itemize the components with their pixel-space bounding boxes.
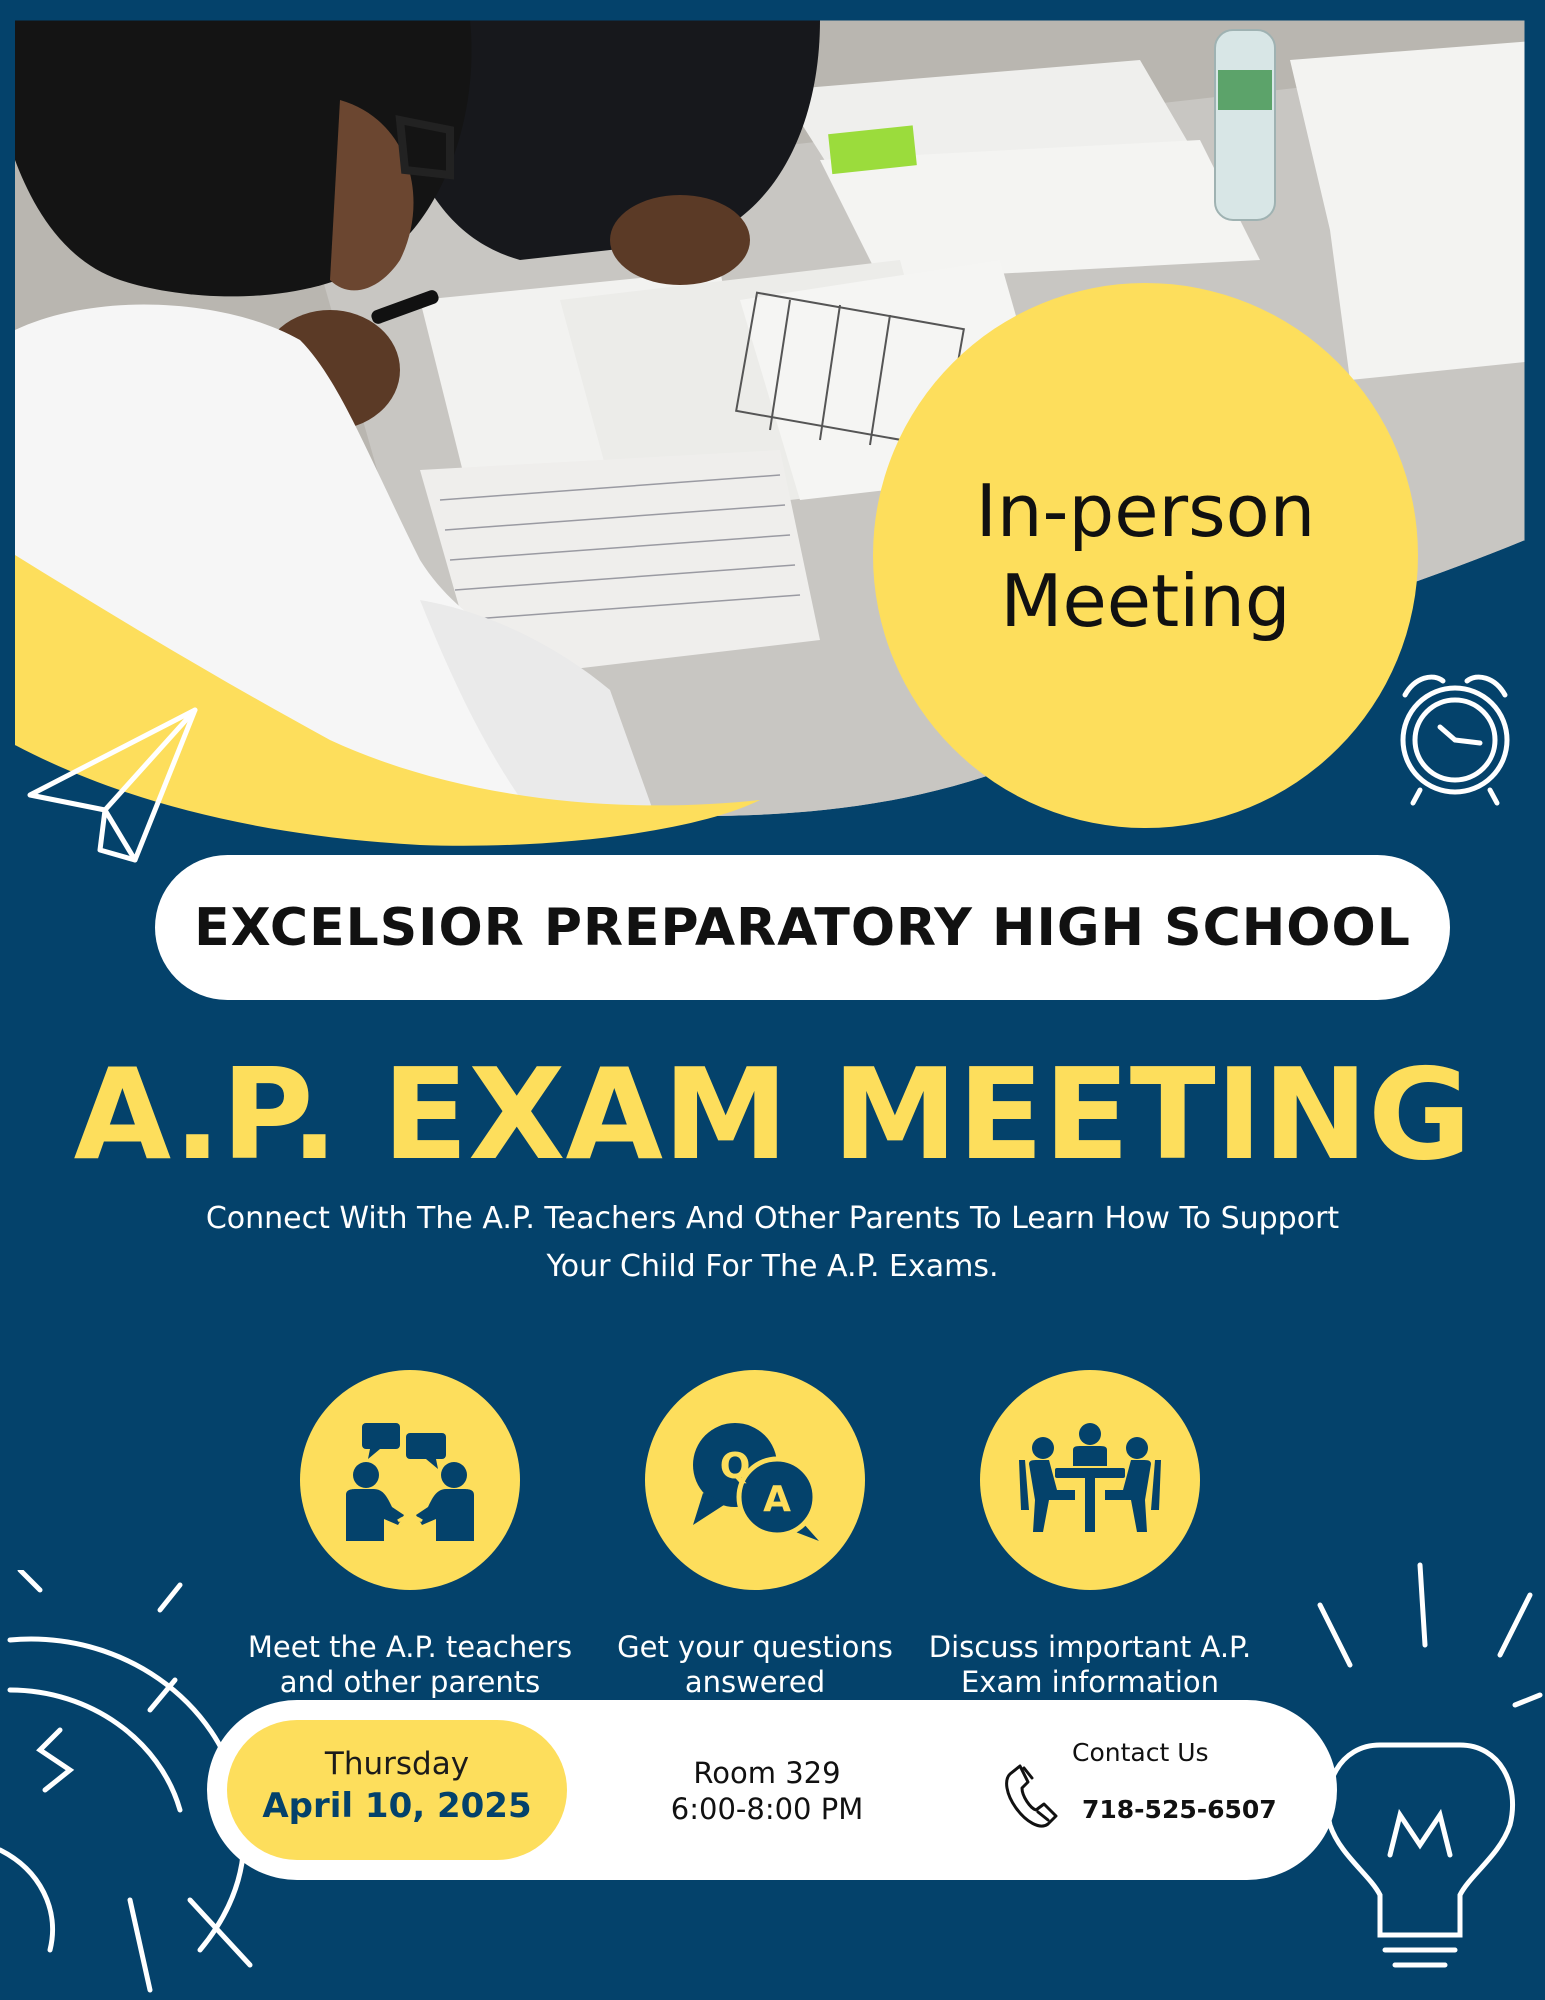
feature-label: Meet the A.P. teachers and other parents: [247, 1630, 573, 1699]
event-day: Thursday: [324, 1746, 470, 1782]
event-room: Room 329: [693, 1756, 841, 1790]
feature-questions-answered: [585, 1370, 925, 1700]
school-name-pill: [155, 855, 1450, 1000]
badge-text: In-person Meeting: [975, 468, 1316, 643]
feature-icon-circle: [300, 1370, 520, 1590]
event-details-bar: [207, 1700, 1337, 1880]
feature-label: Discuss important A.P. Exam information: [928, 1630, 1252, 1699]
contact-phone: 718-525-6507: [1082, 1795, 1277, 1824]
event-date: April 10, 2025: [262, 1786, 532, 1826]
feature-meet-teachers: [240, 1370, 580, 1700]
svg-text:A: A: [763, 1479, 791, 1520]
svg-text:Q: Q: [719, 1446, 751, 1487]
date-pill: [227, 1720, 567, 1860]
school-name: EXCELSIOR PREPARATORY HIGH SCHOOL: [194, 897, 1411, 958]
question-answer-icon: [685, 1415, 825, 1545]
room-time-block: [647, 1755, 887, 1827]
event-time: 6:00-8:00 PM: [670, 1792, 864, 1826]
meeting-table-icon: [1015, 1420, 1165, 1540]
feature-label: Get your questions answered: [617, 1630, 893, 1699]
phone-icon: [1002, 1760, 1062, 1830]
feature-discuss-information: [920, 1370, 1260, 1700]
feature-icon-circle: [980, 1370, 1200, 1590]
people-chat-icon: [340, 1415, 480, 1545]
contact-title: Contact Us: [1072, 1738, 1209, 1767]
event-subtitle: Connect With The A.P. Teachers And Other Parents To Learn How To Support Your Child For The A.P. Exams.: [205, 1201, 1340, 1284]
feature-icon-circle: [645, 1370, 865, 1590]
light-bulb-right-icon: [1300, 1555, 1545, 1975]
event-title: A.P. EXAM MEETING: [73, 1041, 1472, 1188]
in-person-badge: [873, 283, 1418, 828]
paper-plane-icon: [20, 700, 210, 880]
alarm-clock-icon: [1385, 665, 1525, 810]
